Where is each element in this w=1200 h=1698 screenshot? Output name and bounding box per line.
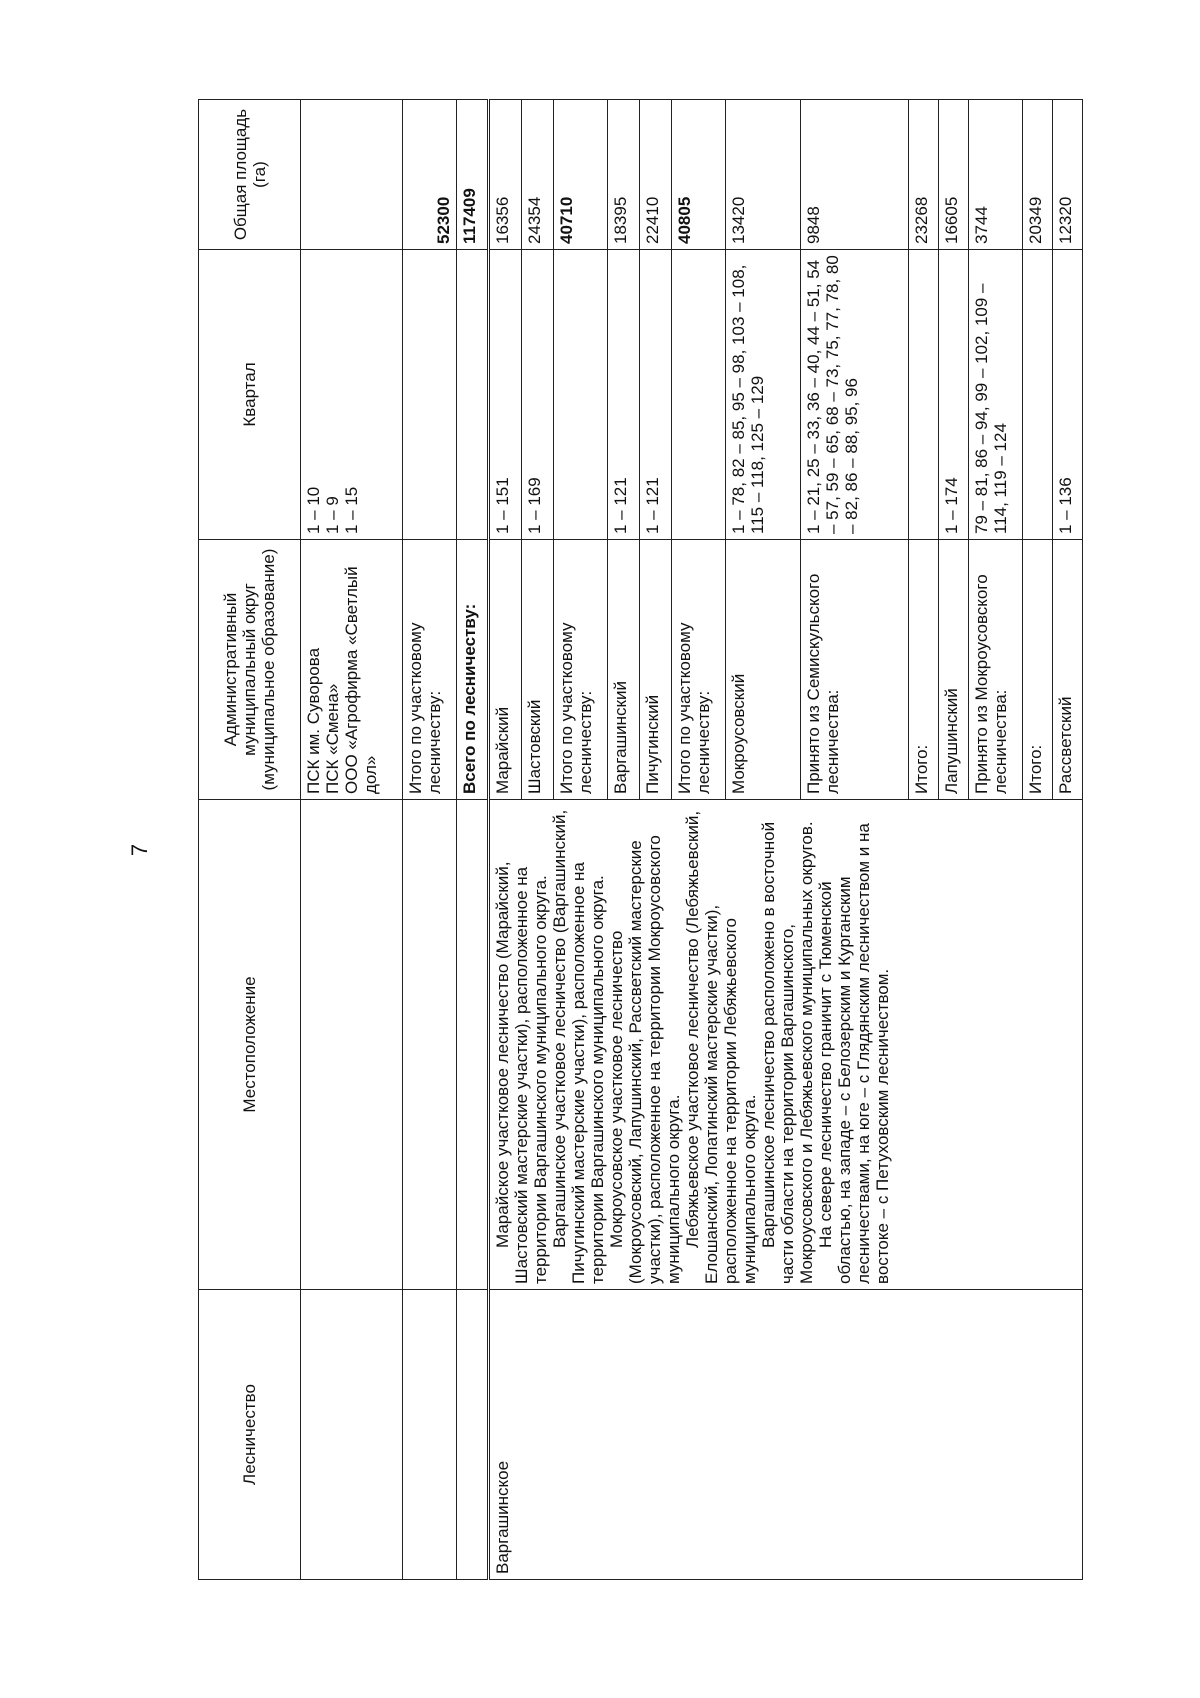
admin-cell: Принято из Семискульского лесничества: [801,540,909,800]
header-area: Общая площадь (га) [199,100,301,250]
header-kvartal: Квартал [199,250,301,540]
admin-cell: Шастовский [521,540,553,800]
area-cell: 12320 [1052,100,1082,250]
empty-cell [403,800,457,1290]
description-paragraph: На севере лесничество граничит с Тюменской областью, на западе – с Белозерским и Курганским лесничествами, на юге – с Глядянским лесничеством и на востоке – с Петуховским лесничеством. [816,823,893,1284]
description-paragraph: Варгашинское лесничество расположено в восточной части области на территории Варгашинского, Мокроусовского и Лебяжьевского муниципальных округов. [759,821,817,1284]
area-cell: 13420 [725,100,800,250]
grand-total-area: 117409 [457,100,489,250]
admin-cell: Итого: [1022,540,1052,800]
area-cell: 16605 [938,100,968,250]
area-cell: 18395 [607,100,639,250]
kvartal-cell: 1 – 136 [1052,250,1082,540]
empty-cell [301,100,403,250]
kvartal-cell: 1 – 78, 82 – 85, 95 – 98, 103 – 108, 115 – 118, 125 – 129 [725,250,800,540]
area-cell: 20349 [1022,100,1052,250]
kv-line: 1 – 15 [342,486,362,534]
admin-cell: Мокроусовский [725,540,800,800]
admin-cell: Итого: [908,540,938,800]
empty-cell [457,800,489,1290]
area-cell: 24354 [521,100,553,250]
table-row [403,100,457,1580]
kvartal-cell: 1 – 21, 25 – 33, 36 – 40, 44 – 51, 54 – 57, 59 – 65, 68 – 73, 75, 77, 78, 80 – 82, 86 – 88, 95, 96 [801,250,909,540]
page-number: 7 [127,843,152,857]
header-lesnichestvo: Лесничество [199,1290,301,1580]
kv-line: 1 – 9 [323,496,343,534]
admin-cell: Лапушинский [938,540,968,800]
table-row [489,100,521,1580]
subtotal-label: Итого по участковому лесничеству: [403,540,457,800]
empty-cell [457,250,489,540]
admin-cell: Варгашинский [607,540,639,800]
area-cell: 40710 [553,100,607,250]
admin-cell: Принято из Мокроусовского лесничества: [968,540,1022,800]
org-line: ПСК им. Суворова [304,647,324,794]
rotated-table-container [198,100,1083,1580]
area-cell: 9848 [801,100,909,250]
area-cell: 40805 [672,100,726,250]
forestry-table [198,99,1083,1580]
table-row [457,100,489,1580]
kvartal-cell [553,250,607,540]
empty-cell [457,1290,489,1580]
description-paragraph: Мокроусовское участковое лесничество (Мокроусовский, Лапушинский, Рассветский мастерские участки), расположенное на территории Мокроусовского муниципального округа. [607,835,684,1284]
kvartal-cell [672,250,726,540]
description-paragraph: Варгашинское участковое лесничество (Варгашинский, Пичугинский мастерские участки), расположенное на территории Варгашинского муниципального округа. [550,809,608,1284]
empty-cell [403,250,457,540]
empty-cell [301,800,403,1290]
description-paragraph: Марайское участковое лесничество (Марайский, Шастовский мастерские участки), расположенное на территории Варгашинского муниципального округа. [493,861,551,1284]
kvartal-cell: 79 – 81, 86 – 94, 99 – 102, 109 – 114, 119 – 124 [968,250,1022,540]
description-cell [489,800,1083,1290]
kvartal-cell [1022,250,1052,540]
admin-cell: Итого по участковому лесничеству: [553,540,607,800]
kvartal-cell: 1 – 169 [521,250,553,540]
org-line: ПСК «Смена» [323,683,343,794]
kvartal-list-cell [301,250,403,540]
area-cell: 16356 [489,100,521,250]
org-line: ООО «Агрофирма «Светлый дол» [342,566,381,794]
kvartal-cell: 1 – 121 [639,250,671,540]
header-mestopolozhenie: Местоположение [199,800,301,1290]
header-admin: Административный муниципальный округ (муниципальное образование) [199,540,301,800]
kvartal-cell [908,250,938,540]
admin-cell: Рассветский [1052,540,1082,800]
kvartal-cell: 1 – 121 [607,250,639,540]
kv-line: 1 – 10 [304,486,324,534]
lesnichestvo-name: Варгашинское [489,1290,1083,1580]
area-cell: 22410 [639,100,671,250]
area-cell: 3744 [968,100,1022,250]
kvartal-cell: 1 – 174 [938,250,968,540]
empty-cell [403,1290,457,1580]
org-list-cell [301,540,403,800]
subtotal-area: 52300 [403,100,457,250]
empty-cell [301,1290,403,1580]
area-cell: 23268 [908,100,938,250]
admin-cell: Итого по участковому лесничеству: [672,540,726,800]
kvartal-cell: 1 – 151 [489,250,521,540]
table-row [301,100,403,1580]
description-paragraph: Лебяжьевское участковое лесничество (Лебяжьевский, Елошанский, Лопатинский мастерские участки), расположенное на территории Лебяжьевского муниципального округа. [683,810,760,1284]
admin-cell: Пичугинский [639,540,671,800]
admin-cell: Марайский [489,540,521,800]
header-row [199,100,301,1580]
grand-total-label: Всего по лесничеству: [457,540,489,800]
